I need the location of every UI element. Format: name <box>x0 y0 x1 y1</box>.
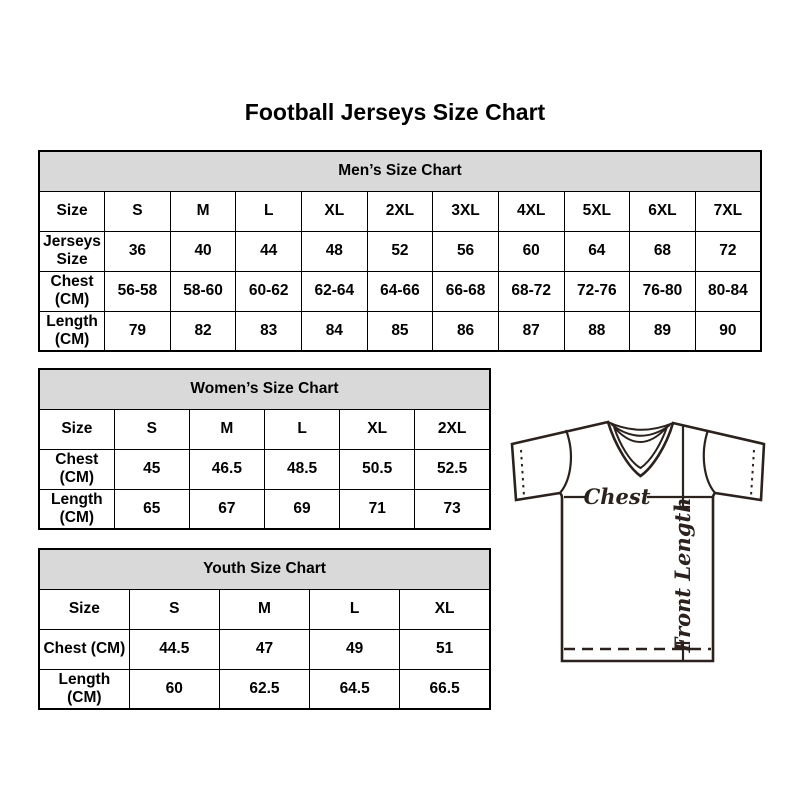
row-label: Length (CM) <box>39 311 105 351</box>
size-value-cell: 79 <box>105 311 171 351</box>
size-value-cell: 82 <box>170 311 236 351</box>
table-title: Women’s Size Chart <box>39 369 490 409</box>
size-value-cell: 69 <box>264 489 339 529</box>
row-label: Chest (CM) <box>39 449 114 489</box>
size-value-cell: 36 <box>105 231 171 271</box>
size-value-cell: 86 <box>433 311 499 351</box>
table-row <box>39 449 490 489</box>
column-header: XL <box>340 409 415 449</box>
mens-size-table <box>38 150 762 352</box>
size-value-cell: 46.5 <box>189 449 264 489</box>
row-label: Chest (CM) <box>39 629 129 669</box>
front-length-measure-label: Front Length <box>670 497 695 653</box>
size-value-cell: 40 <box>170 231 236 271</box>
row-label: Chest (CM) <box>39 271 105 311</box>
size-value-cell: 85 <box>367 311 433 351</box>
table-title: Youth Size Chart <box>39 549 490 589</box>
column-header: XL <box>302 191 368 231</box>
size-value-cell: 68 <box>630 231 696 271</box>
size-value-cell: 66-68 <box>433 271 499 311</box>
row-label: Length (CM) <box>39 489 114 529</box>
sleeve-seam-right <box>704 430 715 493</box>
column-header: S <box>114 409 189 449</box>
size-value-cell: 48 <box>302 231 368 271</box>
jersey-diagram <box>500 400 784 694</box>
column-header: L <box>264 409 339 449</box>
size-value-cell: 51 <box>400 629 490 669</box>
row-label: Length (CM) <box>39 669 129 709</box>
column-header: L <box>310 589 400 629</box>
size-value-cell: 73 <box>415 489 490 529</box>
size-value-cell: 56 <box>433 231 499 271</box>
size-value-cell: 88 <box>564 311 630 351</box>
size-value-cell: 72 <box>695 231 761 271</box>
table-title: Men’s Size Chart <box>39 151 761 191</box>
chest-measure-label: Chest <box>583 484 651 509</box>
table-row <box>39 629 490 669</box>
table-row <box>39 271 761 311</box>
size-value-cell: 48.5 <box>264 449 339 489</box>
column-header: 6XL <box>630 191 696 231</box>
size-value-cell: 45 <box>114 449 189 489</box>
cuff-stitch-right <box>751 450 754 496</box>
column-header: 3XL <box>433 191 499 231</box>
sleeve-seam-left <box>560 430 571 493</box>
table-row <box>39 489 490 529</box>
table-row <box>39 311 761 351</box>
size-value-cell: 60 <box>498 231 564 271</box>
size-value-cell: 76-80 <box>630 271 696 311</box>
column-header: M <box>219 589 309 629</box>
size-value-cell: 67 <box>189 489 264 529</box>
jersey-outline <box>512 422 764 661</box>
size-value-cell: 83 <box>236 311 302 351</box>
row-label: Jerseys Size <box>39 231 105 271</box>
size-value-cell: 56-58 <box>105 271 171 311</box>
size-value-cell: 66.5 <box>400 669 490 709</box>
size-value-cell: 87 <box>498 311 564 351</box>
column-header: S <box>105 191 171 231</box>
table-row <box>39 669 490 709</box>
size-value-cell: 64-66 <box>367 271 433 311</box>
size-value-cell: 64.5 <box>310 669 400 709</box>
size-value-cell: 68-72 <box>498 271 564 311</box>
youth-size-table <box>38 548 491 710</box>
size-value-cell: 71 <box>340 489 415 529</box>
size-value-cell: 44.5 <box>129 629 219 669</box>
column-header: 2XL <box>415 409 490 449</box>
column-header: S <box>129 589 219 629</box>
size-value-cell: 49 <box>310 629 400 669</box>
size-value-cell: 80-84 <box>695 271 761 311</box>
column-header: 4XL <box>498 191 564 231</box>
size-value-cell: 65 <box>114 489 189 529</box>
column-header: XL <box>400 589 490 629</box>
size-value-cell: 52 <box>367 231 433 271</box>
size-value-cell: 52.5 <box>415 449 490 489</box>
size-value-cell: 84 <box>302 311 368 351</box>
column-header: M <box>189 409 264 449</box>
column-header: L <box>236 191 302 231</box>
womens-size-table <box>38 368 491 530</box>
size-value-cell: 60-62 <box>236 271 302 311</box>
size-value-cell: 64 <box>564 231 630 271</box>
size-value-cell: 90 <box>695 311 761 351</box>
size-value-cell: 72-76 <box>564 271 630 311</box>
table-row <box>39 231 761 271</box>
size-value-cell: 89 <box>630 311 696 351</box>
size-value-cell: 62.5 <box>219 669 309 709</box>
column-header: 5XL <box>564 191 630 231</box>
size-value-cell: 44 <box>236 231 302 271</box>
page-title: Football Jerseys Size Chart <box>244 99 546 125</box>
column-header: Size <box>39 409 114 449</box>
column-header: 2XL <box>367 191 433 231</box>
column-header: 7XL <box>695 191 761 231</box>
cuff-stitch-left <box>521 450 524 496</box>
size-value-cell: 60 <box>129 669 219 709</box>
size-value-cell: 62-64 <box>302 271 368 311</box>
column-header: Size <box>39 191 105 231</box>
column-header: M <box>170 191 236 231</box>
column-header: Size <box>39 589 129 629</box>
size-value-cell: 50.5 <box>340 449 415 489</box>
size-value-cell: 58-60 <box>170 271 236 311</box>
size-value-cell: 47 <box>219 629 309 669</box>
